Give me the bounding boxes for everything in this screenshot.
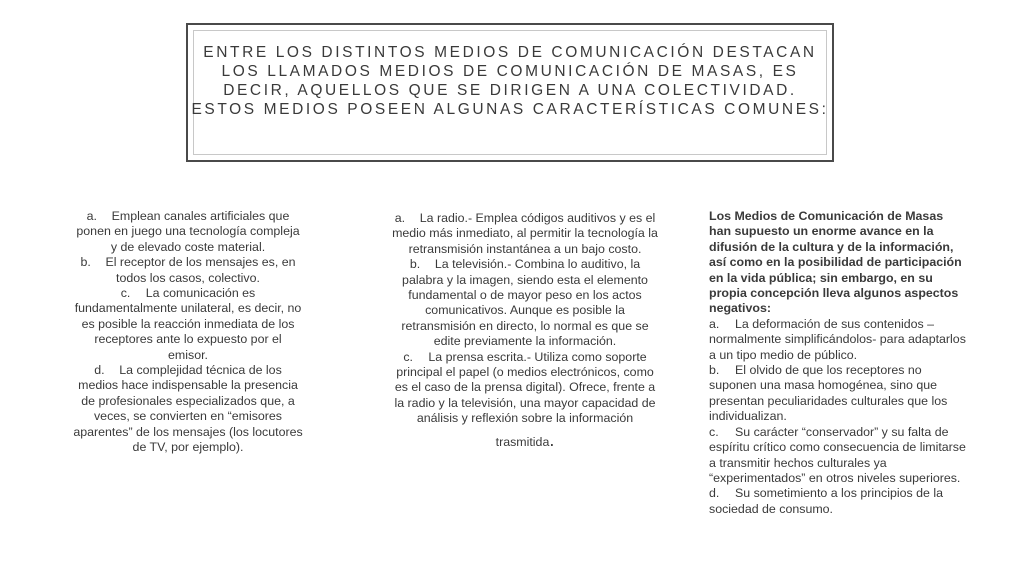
item-text: El olvido de que los receptores no suponen una masa homogénea, sino que presentan peculiaridades culturales que los individualizan. <box>709 363 948 424</box>
list-item <box>73 209 303 255</box>
item-label: c. <box>403 349 413 364</box>
list-item <box>390 350 660 427</box>
list-item <box>709 317 967 363</box>
item-text: La radio.- Emplea códigos auditivos y es el medio más inmediato, al permitir la tecnología la retransmisión instantánea a un bajo costo. <box>392 211 658 256</box>
list-item <box>709 486 967 517</box>
item-text: El receptor de los mensajes es, en todos los casos, colectivo. <box>105 255 296 285</box>
list-item <box>73 363 303 455</box>
left-column <box>73 209 303 456</box>
item-label: d. <box>94 363 105 378</box>
tail-period: . <box>549 429 555 450</box>
item-label: a. <box>394 211 406 225</box>
list-item <box>73 255 303 286</box>
slide-title <box>188 43 832 119</box>
item-label: c. <box>709 424 719 439</box>
item-text: La prensa escrita.- Utiliza como soporte principal el papel (o medios electrónicos, como es el caso de la prensa digital). Ofrece, frente a la radio y la televisión, una mayor capacidad de análisis y reflexión sobre la información <box>394 349 656 426</box>
item-label: a. <box>709 316 720 331</box>
title-box <box>186 23 834 162</box>
list-item-tail <box>390 429 660 450</box>
item-label: b. <box>80 255 91 270</box>
item-label: b. <box>709 363 720 378</box>
item-text: La comunicación es fundamentalmente unilateral, es decir, no es posible la reacción inmediata de los receptores ante lo expuesto por el emisor. <box>74 286 302 362</box>
middle-column <box>390 211 660 450</box>
intro-paragraph: Los Medios de Comunicación de Masas han supuesto un enorme avance en la difusión de la cultura y de la información, así como en la posibilidad de participación en la vida pública; sin embargo, en su propia concepción lleva algunos aspectos negativos: <box>709 209 962 316</box>
title-line: ESTOS MEDIOS POSEEN ALGUNAS CARACTERÍSTICAS COMUNES: <box>191 101 829 118</box>
right-column <box>709 209 967 517</box>
item-text: Su sometimiento a los principios de la sociedad de consumo. <box>709 486 943 516</box>
item-text: Su carácter “conservador” y su falta de espíritu crítico como consecuencia de limitarse a transmitir hechos culturales ya “experimentados” en otros niveles superiores. <box>709 424 966 485</box>
item-text: La deformación de sus contenidos – normalmente simplificándolos- para adaptarlos a un tipo medio de público. <box>709 316 966 362</box>
title-line: LOS LLAMADOS MEDIOS DE COMUNICACIÓN DE MASAS, ES <box>221 63 799 80</box>
item-text: La televisión.- Combina lo auditivo, la palabra y la imagen, siendo esta el elemento fundamental o de mayor peso en los actos comunicativos. Aunque es posible la retransmisión en directo, lo normal es que se edite previamente la información. <box>401 257 649 349</box>
item-label: a. <box>86 209 97 223</box>
item-text: La complejidad técnica de los medios hace indispensable la presencia de profesionales especializados que, a veces, se convierten en “emisores aparentes” de los mensajes (los locutores de TV, por ejemplo). <box>73 363 303 455</box>
list-item <box>709 363 967 425</box>
title-line: ENTRE LOS DISTINTOS MEDIOS DE COMUNICACIÓN DESTACAN <box>203 44 817 61</box>
item-label: d. <box>709 486 720 501</box>
item-label: b. <box>409 257 421 272</box>
item-text: Emplean canales artificiales que ponen en juego una tecnología compleja y de elevado coste material. <box>76 209 300 254</box>
title-line: DECIR, AQUELLOS QUE SE DIRIGEN A UNA COLECTIVIDAD. <box>223 82 797 99</box>
item-label: c. <box>120 286 131 301</box>
list-item <box>73 286 303 363</box>
tail-text: trasmitida <box>495 434 550 449</box>
list-item <box>709 425 967 487</box>
list-item <box>390 257 660 349</box>
list-item <box>390 211 660 257</box>
